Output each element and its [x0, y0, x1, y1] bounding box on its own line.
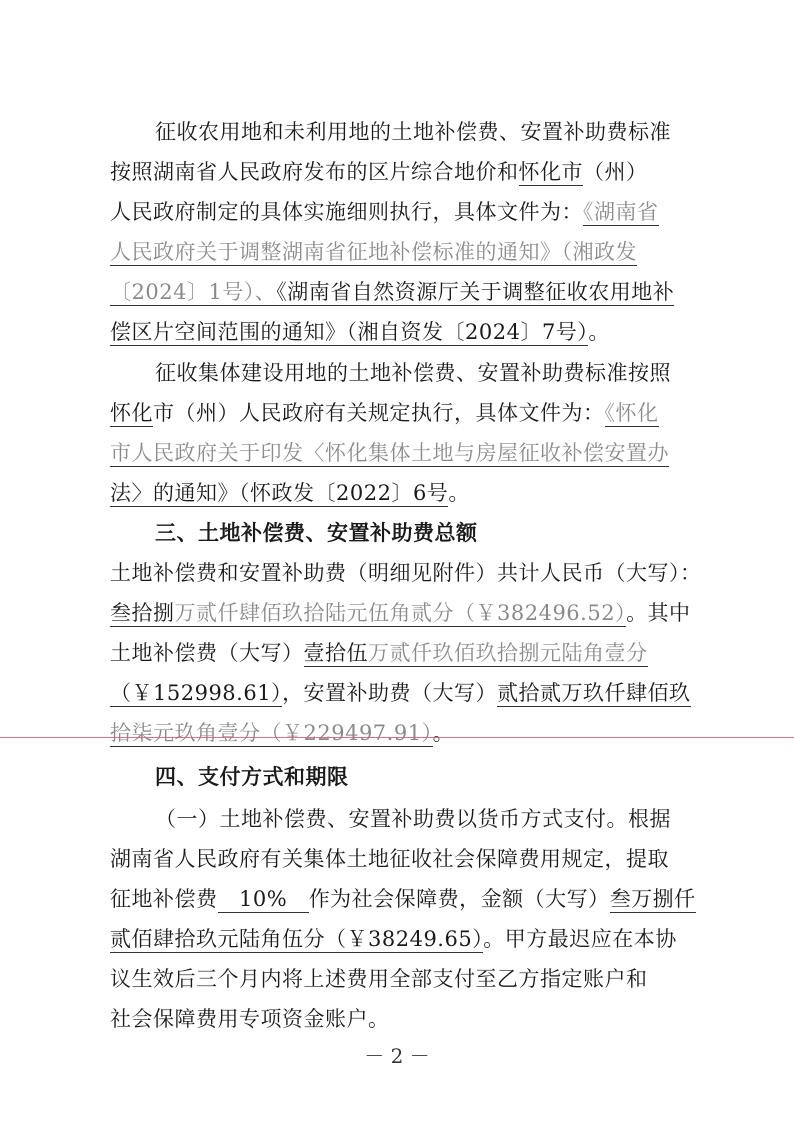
paragraph-line [110, 884, 700, 914]
underlined-fill-text: 《湖南省自然资源厅关于调整征收农用地补 [276, 280, 675, 304]
paragraph-line [110, 438, 700, 468]
text-segment: 。其中 [626, 601, 691, 625]
paragraph-line [110, 844, 700, 874]
text-segment: 征收集体建设用地的土地补偿费、安置补助费标准按照 [155, 361, 671, 385]
seal-overlap-line [0, 737, 794, 738]
text-segment: 。 [588, 320, 610, 344]
underlined-fill-text: 贰佰肆拾玖元陆角伍分（￥38249.65） [110, 927, 484, 951]
page-number: － 2 － [364, 1044, 430, 1068]
text-segment: 四、支付方式和期限 [155, 764, 349, 789]
underlined-fill-text: 〔2024〕1号）、 [110, 280, 277, 304]
text-segment: 市（州）人民政府有关规定执行，具体文件为： [153, 401, 605, 425]
text-segment: 作为社会保障费，金额（大写） [308, 887, 610, 911]
underlined-fill-text: 《怀化 [604, 401, 659, 425]
text-segment: （一）土地补偿费、安置补助费以货币方式支付。根据 [155, 807, 671, 831]
paragraph-line [110, 478, 700, 508]
paragraph-line [110, 317, 700, 347]
paragraph-line [155, 117, 700, 147]
paragraph-line [110, 277, 700, 307]
paragraph-line [110, 237, 700, 267]
text-segment: 。甲方最迟应在本协 [483, 927, 677, 951]
text-segment: 议生效后三个月内将上述费用全部支付至乙方指定账户和 [110, 967, 648, 991]
underlined-fill-text: 万贰仟玖佰玖拾捌元陆角壹分 [368, 641, 648, 665]
text-segment: 征收农用地和未利用地的土地补偿费、安置补助费标准 [155, 120, 671, 144]
paragraph-line [110, 964, 700, 994]
paragraph-line [110, 718, 700, 748]
text-segment: 社会保障费用专项资金账户。 [110, 1007, 390, 1031]
text-segment: 湖南省人民政府有关集体土地征收社会保障费用规定，提取 [110, 847, 669, 871]
paragraph-line [110, 398, 700, 428]
underlined-fill-text: 怀化 [110, 401, 153, 425]
text-segment: 三、土地补偿费、安置补助费总额 [155, 520, 478, 545]
underlined-fill-text: 壹拾伍 [303, 641, 368, 665]
section-heading [155, 518, 700, 548]
text-segment: 。 [448, 481, 470, 505]
paragraph-line [155, 804, 700, 834]
underlined-fill-text: 法〉的通知》（怀政发〔2022〕6号 [110, 481, 449, 505]
text-segment: 按照湖南省人民政府发布的区片综合地价和 [110, 160, 519, 184]
section-heading [155, 762, 700, 792]
underlined-fill-text: 叁拾捌 [110, 601, 175, 625]
paragraph-line [110, 678, 700, 708]
paragraph-line [110, 157, 700, 187]
text-segment: 征地补偿费 [110, 887, 218, 911]
underlined-fill-text: 怀化市 [518, 160, 583, 184]
text-segment: 土地补偿费和安置补助费（明细见附件）共计人民币（大写）： [110, 561, 702, 585]
paragraph-line [110, 558, 700, 588]
text-segment: 。 [432, 721, 455, 745]
underlined-fill-text: 贰拾贰万玖仟肆佰玖 [497, 681, 691, 705]
paragraph-line [110, 924, 700, 954]
paragraph-line [110, 638, 700, 668]
text-segment: 土地补偿费（大写） [110, 641, 304, 665]
underlined-fill-text: 偿区片空间范围的通知》（湘自资发〔2024〕7号） [110, 320, 589, 344]
text-segment: （州） [583, 160, 648, 184]
paragraph-line [110, 197, 700, 227]
underlined-fill-text: 《湖南省 [583, 200, 659, 224]
text-segment: 人民政府制定的具体实施细则执行，具体文件为： [110, 200, 583, 224]
underlined-fill-text: 叁万捌仟 [609, 887, 696, 911]
underlined-fill-text: 人民政府关于调整湖南省征地补偿标准的通知》（湘政发 [110, 240, 637, 264]
underlined-fill-text: 10% [217, 887, 309, 911]
underlined-fill-text: 市人民政府关于印发〈怀化集体土地与房屋征收补偿安置办 [110, 441, 669, 465]
underlined-fill-text: 万贰仟肆佰玖拾陆元伍角贰分（￥382496.52） [174, 601, 627, 625]
paragraph-line [110, 598, 700, 628]
paragraph-line [155, 358, 700, 388]
paragraph-line [110, 1004, 700, 1034]
underlined-fill-text: 拾柒元玖角壹分（￥229497.91） [110, 721, 433, 745]
underlined-fill-text: （￥152998.61） [110, 681, 283, 705]
text-segment: ，安置补助费（大写） [282, 681, 498, 705]
